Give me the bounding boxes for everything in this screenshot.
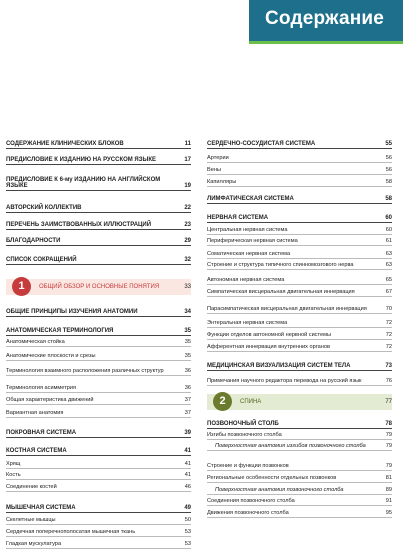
toc-entry-title: Энтеральная нервная система	[207, 320, 288, 326]
entry-divider	[207, 284, 392, 285]
toc-entry[interactable]	[6, 177, 191, 189]
entry-divider	[207, 269, 392, 270]
toc-entry[interactable]	[6, 257, 191, 263]
toc-entry-title: Афферентная иннервация внутренних органов	[207, 344, 330, 350]
toc-entry-page: 72	[385, 332, 392, 338]
toc-entry[interactable]	[207, 510, 392, 516]
entry-divider	[207, 450, 392, 451]
entry-divider	[6, 548, 191, 549]
entry-divider	[207, 327, 392, 328]
toc-entry-title: Поверхностная анатомия изгибов позвоночного столба	[215, 443, 366, 449]
toc-entry-page: 35	[184, 339, 191, 345]
toc-entry-page: 46	[184, 484, 191, 490]
toc-entry-page: 65	[385, 277, 392, 283]
entry-divider	[207, 482, 392, 483]
toc-entry-title: КОСТНАЯ СИСТЕМА	[6, 448, 67, 454]
entry-divider	[6, 360, 191, 361]
toc-entry-page: 41	[184, 461, 191, 467]
toc-entry[interactable]	[207, 363, 392, 369]
part-number-badge: 2	[213, 392, 232, 411]
toc-entry-page: 34	[184, 309, 191, 315]
entry-divider	[207, 162, 392, 163]
toc-entry-title: Примечания научного редактора перевода на русский язык	[207, 378, 362, 384]
toc-entry-title: ПРЕДИСЛОВИЕ К ИЗДАНИЮ НА РУССКОМ ЯЗЫКЕ	[6, 157, 157, 163]
entry-divider	[6, 455, 191, 456]
toc-entry-title: Центральная нервная система	[207, 227, 288, 233]
toc-entry-page: 73	[385, 363, 392, 369]
toc-entry[interactable]	[207, 475, 392, 481]
entry-divider	[6, 245, 191, 246]
entry-divider	[6, 264, 191, 265]
toc-entry-page: 23	[184, 222, 191, 228]
toc-entry-page: 58	[385, 179, 392, 185]
toc-entry-page: 35	[184, 353, 191, 359]
entry-divider	[6, 229, 191, 230]
toc-entry[interactable]	[207, 262, 392, 268]
toc-entry-page: 39	[184, 430, 191, 436]
toc-entry-title: СЕРДЕЧНО-СОСУДИСТАЯ СИСТЕМА	[207, 141, 316, 147]
toc-entry[interactable]	[6, 141, 191, 147]
toc-entry[interactable]	[207, 238, 392, 244]
toc-entry-page: 41	[184, 448, 191, 454]
part-title: ОБЩИЙ ОБЗОР И ОСНОВНЫЕ ПОНЯТИЯ	[39, 284, 160, 290]
entry-divider	[6, 468, 191, 469]
part-page: 33	[184, 284, 191, 290]
toc-entry[interactable]	[207, 167, 392, 173]
entry-divider	[207, 186, 392, 187]
toc-entry-page: 81	[385, 475, 392, 481]
entry-divider	[6, 437, 191, 438]
entry-divider	[207, 505, 392, 506]
toc-entry[interactable]	[207, 344, 392, 350]
toc-entry-title: Региональные особенности отдельных позвонков	[207, 475, 337, 481]
toc-entry[interactable]	[6, 385, 191, 391]
entry-divider	[6, 524, 191, 525]
toc-entry[interactable]	[6, 461, 191, 467]
entry-divider	[207, 234, 392, 235]
toc-entry-title: Парасимпатическая висцеральная двигательная иннервация	[207, 306, 367, 312]
part-number-badge: 1	[12, 277, 31, 296]
toc-entry[interactable]	[207, 196, 392, 202]
entry-divider	[207, 203, 392, 204]
toc-entry-page: 79	[385, 432, 392, 438]
toc-entry-page: 11	[184, 141, 191, 147]
toc-entry[interactable]	[207, 498, 392, 504]
toc-entry-page: 19	[184, 183, 191, 190]
entry-divider	[6, 404, 191, 405]
toc-entry[interactable]	[207, 432, 392, 438]
toc-entry-title: Изгибы позвоночного столба	[207, 432, 282, 438]
toc-entry-title: Автономная нервная система	[207, 277, 285, 283]
toc-entry[interactable]	[6, 484, 191, 490]
toc-entry[interactable]	[207, 289, 392, 295]
toc-entry-title: АВТОРСКИЙ КОЛЛЕКТИВ	[6, 205, 82, 211]
toc-entry-page: 56	[385, 155, 392, 161]
toc-entry-page: 61	[385, 238, 392, 244]
entry-divider	[207, 339, 392, 340]
part-heading[interactable]	[207, 394, 392, 410]
toc-entry-page: 95	[385, 510, 392, 516]
entry-divider	[6, 536, 191, 537]
toc-entry-page: 36	[184, 368, 191, 374]
toc-entry[interactable]	[207, 155, 392, 161]
entry-divider	[207, 148, 392, 149]
toc-entry[interactable]	[6, 238, 191, 244]
entry-divider	[6, 375, 191, 376]
entry-divider	[207, 370, 392, 371]
entry-divider	[207, 351, 392, 352]
toc-entry[interactable]	[6, 529, 191, 535]
toc-entry[interactable]	[6, 410, 191, 416]
toc-entry-title: Соединения позвоночного столба	[207, 498, 295, 504]
toc-entry-title: Анатомическая стойка	[6, 339, 65, 345]
toc-entry[interactable]	[207, 421, 392, 427]
toc-entry[interactable]	[6, 368, 191, 374]
entry-divider	[6, 148, 191, 149]
toc-entry[interactable]	[207, 443, 392, 449]
part-title: СПИНА	[240, 399, 262, 405]
toc-entry-title: Сердечная поперечнополосатая мышечная ткань	[6, 529, 136, 535]
toc-entry[interactable]	[6, 505, 191, 511]
toc-entry-page: 53	[184, 541, 191, 547]
toc-entry-page: 70	[385, 306, 392, 312]
toc-entry[interactable]	[6, 205, 191, 211]
toc-entry-page: 32	[184, 257, 191, 263]
toc-entry-title: Терминология асимметрия	[6, 385, 77, 391]
entry-divider	[6, 316, 191, 317]
entry-divider	[6, 335, 191, 336]
entry-divider	[6, 346, 191, 347]
toc-entry-page: 58	[385, 196, 392, 202]
entry-divider	[207, 174, 392, 175]
toc-entry[interactable]	[207, 227, 392, 233]
toc-entry-page: 67	[385, 289, 392, 295]
toc-entry-page: 22	[184, 205, 191, 211]
part-page: 77	[385, 399, 392, 405]
entry-divider	[6, 479, 191, 480]
toc-entry[interactable]	[6, 353, 191, 359]
toc-entry-page: 89	[385, 487, 392, 493]
toc-entry-title: Периферическая нервная система	[207, 238, 298, 244]
toc-entry-title: Движения позвоночного столба	[207, 510, 289, 516]
toc-entry-page: 49	[184, 505, 191, 511]
entry-divider	[207, 245, 392, 246]
toc-entry-page: 35	[184, 328, 191, 334]
toc-entry-title: Вариантная анатомия	[6, 410, 64, 416]
toc-entry-page: 50	[184, 517, 191, 523]
toc-entry-title: Общая характеристика движений	[6, 397, 94, 403]
toc-entry-page: 37	[184, 397, 191, 403]
toc-entry-page: 36	[184, 385, 191, 391]
entry-divider	[207, 385, 392, 386]
toc-entry-title: ПЕРЕЧЕНЬ ЗАИМСТВОВАННЫХ ИЛЛЮСТРАЦИЙ	[6, 222, 152, 228]
toc-entry[interactable]	[6, 222, 191, 228]
toc-entry[interactable]	[207, 487, 392, 493]
toc-entry-page: 60	[385, 227, 392, 233]
entry-divider	[207, 494, 392, 495]
toc-entry-title: Капилляры	[207, 179, 237, 185]
entry-divider	[207, 517, 392, 518]
toc-entry-title: Скелетные мышцы	[6, 517, 56, 523]
contents-header	[249, 0, 403, 44]
toc-entry-page: 76	[385, 378, 392, 384]
toc-entry-title: Терминология взаимного расположения различных структур	[6, 368, 164, 374]
toc-entry-page: 53	[184, 529, 191, 535]
toc-entry-page: 29	[184, 238, 191, 244]
toc-entry-title: ОБЩИЕ ПРИНЦИПЫ ИЗУЧЕНИЯ АНАТОМИИ	[6, 309, 138, 315]
toc-entry[interactable]	[6, 430, 191, 436]
entry-divider	[6, 190, 191, 191]
toc-entry-page: 17	[184, 157, 191, 163]
entry-divider	[6, 512, 191, 513]
toc-entry-page: 55	[385, 141, 392, 147]
toc-entry-title: Строение и структура типичного спинномозгового нерва	[207, 262, 354, 268]
toc-entry[interactable]	[207, 306, 392, 312]
entry-divider	[6, 164, 191, 165]
toc-entry-title: Вены	[207, 167, 221, 173]
toc-entry[interactable]	[207, 378, 392, 384]
toc-entry-title: ЛИМФАТИЧЕСКАЯ СИСТЕМА	[207, 196, 294, 202]
toc-entry-title: Соединение костей	[6, 484, 57, 490]
toc-entry-title: СПИСОК СОКРАЩЕНИЙ	[6, 257, 77, 263]
entry-divider	[6, 417, 191, 418]
entry-divider	[207, 258, 392, 259]
entry-divider	[6, 212, 191, 213]
toc-entry[interactable]	[6, 309, 191, 315]
toc-entry-title: СОДЕРЖАНИЕ КЛИНИЧЕСКИХ БЛОКОВ	[6, 141, 124, 147]
toc-entry[interactable]	[207, 215, 392, 221]
entry-divider	[207, 313, 392, 314]
entry-divider	[207, 470, 392, 471]
entry-divider	[207, 222, 392, 223]
toc-entry-page: 37	[184, 410, 191, 416]
toc-entry[interactable]	[6, 328, 191, 334]
toc-entry[interactable]	[6, 157, 191, 163]
toc-entry-page: 63	[385, 251, 392, 257]
toc-entry-title: БЛАГОДАРНОСТИ	[6, 238, 61, 244]
toc-entry-title: Кость	[6, 472, 21, 478]
toc-entry-page: 79	[385, 463, 392, 469]
toc-entry-title: Поверхностная анатомия позвоночного столба	[215, 487, 344, 493]
entry-divider	[207, 296, 392, 297]
toc-entry-title: Строение и функции позвонков	[207, 463, 289, 469]
entry-divider	[6, 491, 191, 492]
toc-entry-page: 56	[385, 167, 392, 173]
toc-entry-title: Симпатическая висцеральная двигательная иннервация	[207, 289, 355, 295]
toc-entry-page: 79	[385, 443, 392, 449]
toc-entry-title: ПОКРОВНАЯ СИСТЕМА	[6, 430, 77, 436]
toc-entry-page: 60	[385, 215, 392, 221]
toc-entry[interactable]	[207, 277, 392, 283]
toc-entry-title: ПРЕДИСЛОВИЕ К 6-му ИЗДАНИЮ НА АНГЛИЙСКОМ ЯЗЫКЕ	[6, 177, 161, 190]
entry-divider	[6, 392, 191, 393]
toc-entry[interactable]	[207, 332, 392, 338]
entry-divider	[207, 428, 392, 429]
toc-entry[interactable]	[6, 448, 191, 454]
toc-entry-title: НЕРВНАЯ СИСТЕМА	[207, 215, 269, 221]
toc-entry-title: Функции отделов автономной нервной системы	[207, 332, 331, 338]
entry-divider	[207, 439, 392, 440]
toc-entry-page: 78	[385, 421, 392, 427]
part-heading[interactable]	[6, 279, 191, 295]
toc-entry[interactable]	[6, 541, 191, 547]
toc-entry[interactable]	[6, 517, 191, 523]
toc-entry[interactable]	[207, 179, 392, 185]
toc-entry-page: 72	[385, 320, 392, 326]
toc-entry-page: 41	[184, 472, 191, 478]
toc-entry-page: 72	[385, 344, 392, 350]
toc-entry[interactable]	[207, 320, 392, 326]
toc-entry-title: МЫШЕЧНАЯ СИСТЕМА	[6, 505, 76, 511]
page-title: Содержание	[265, 8, 385, 29]
toc-entry-title: АНАТОМИЧЕСКАЯ ТЕРМИНОЛОГИЯ	[6, 328, 114, 334]
toc-entry-title: Анатомические плоскости и срезы	[6, 353, 96, 359]
toc-entry-title: МЕДИЦИНСКАЯ ВИЗУАЛИЗАЦИЯ СИСТЕМ ТЕЛА	[207, 363, 351, 369]
toc-entry[interactable]	[207, 463, 392, 469]
toc-entry-title: ПОЗВОНОЧНЫЙ СТОЛБ	[207, 421, 279, 427]
toc-entry-title: Хрящ	[6, 461, 21, 467]
toc-entry[interactable]	[207, 251, 392, 257]
toc-entry-title: Соматическая нервная система	[207, 251, 291, 257]
toc-entry[interactable]	[6, 397, 191, 403]
toc-entry-page: 63	[385, 262, 392, 268]
toc-entry-title: Артерии	[207, 155, 229, 161]
toc-entry[interactable]	[6, 339, 191, 345]
toc-entry-page: 91	[385, 498, 392, 504]
toc-entry[interactable]	[6, 472, 191, 478]
toc-entry-title: Гладкая мускулатура	[6, 541, 62, 547]
toc-entry[interactable]	[207, 141, 392, 147]
